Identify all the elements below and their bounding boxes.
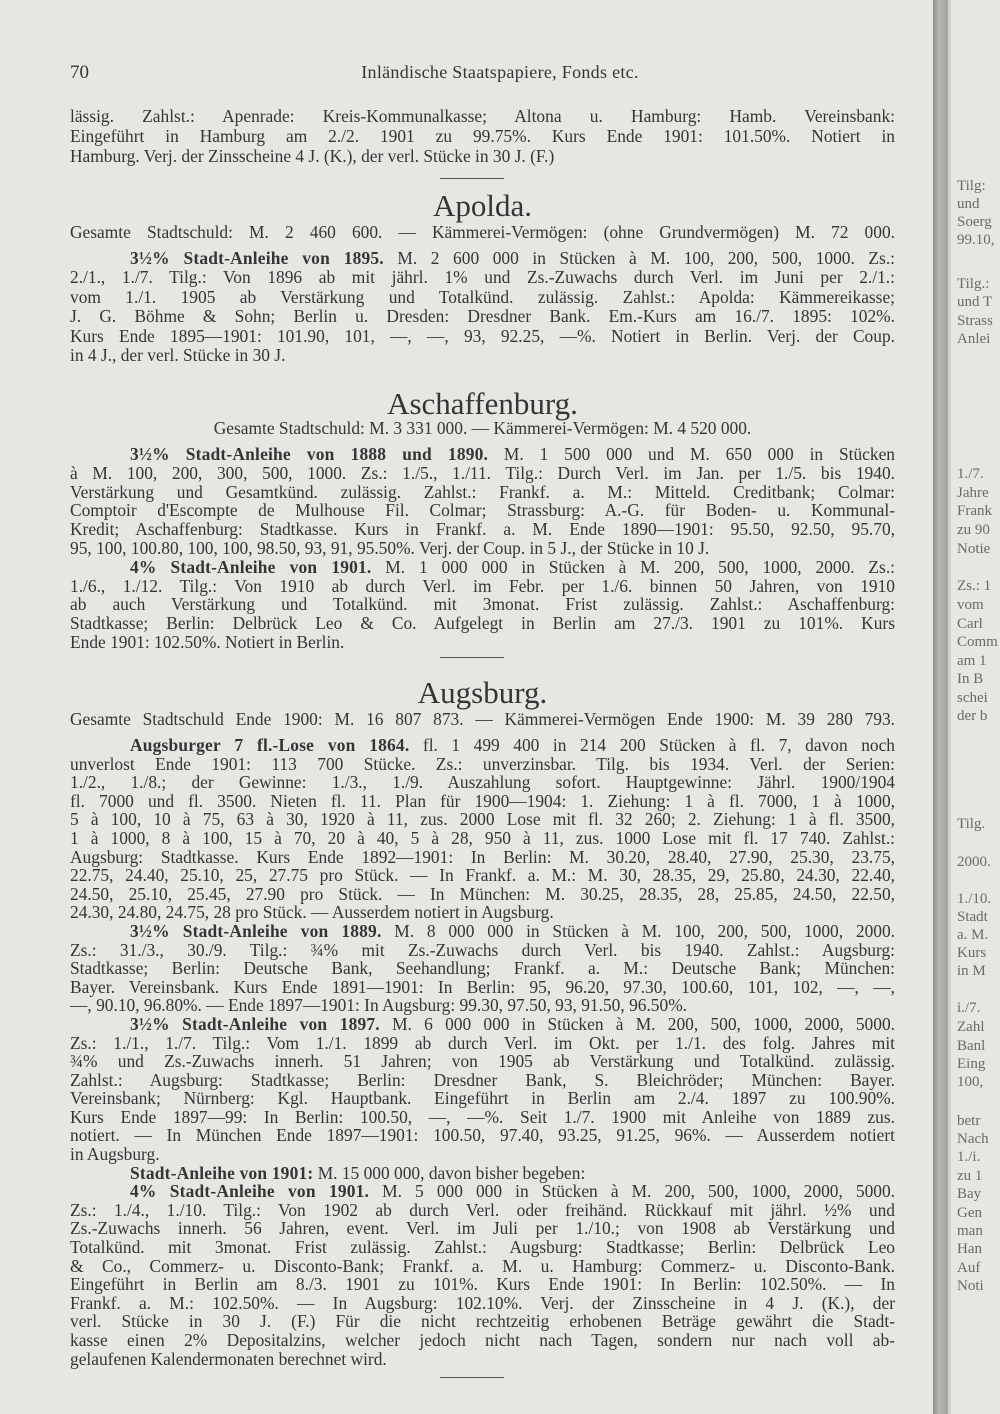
line-text: M. 1 500 000 und M. 650 000 in Stücken — [488, 444, 895, 464]
text-line — [70, 736, 895, 755]
line-text: Stadtkasse; Berlin: Deutsche Bank, Seehandlung; Frankf. a. M.: Deutsche Bank; München: — [70, 958, 895, 979]
bleed-text-fragment: 1./7. — [957, 466, 984, 482]
line-text: kasse einen 2% Depositalzins, welcher jedoch nicht nach Tagen, sondern nur nach voll ab- — [70, 1330, 895, 1350]
line-text: Comptoir d'Escompte de Mulhouse Fil. Colmar; Strassburg: A.-G. für Boden- u. Kommunal- — [70, 500, 895, 521]
bleed-text-fragment: vom — [957, 597, 984, 613]
bleed-text-fragment: man — [957, 1223, 983, 1239]
city-heading: Augsburg. — [417, 675, 548, 710]
line-text: lässig. Zahlst.: Apenrade: Kreis-Kommunalkasse; Altona u. Hamburg: Hamb. Vereinsbank: — [70, 106, 895, 126]
debt-summary: Gesamte Stadtschuld Ende 1900: M. 16 807 873. — Kämmerei-Vermögen Ende 1900: M. 39 280 793. — [70, 709, 895, 729]
line-text: fl. 1 499 400 in 214 200 Stücken à fl. 7, davon noch — [409, 735, 895, 755]
bleed-text-fragment: Tilg.: — [957, 276, 990, 292]
bond-title: Augsburger 7 fl.-Lose von 1864. — [130, 735, 410, 755]
line-text: Bayer. Vereinsbank. Kurs Ende 1891—1901: In Berlin: 95, 96.20, 97.30, 100.60, 101, 102, —, —, — [70, 976, 895, 997]
bond-title: 3½% Stadt-Anleihe von 1895. — [130, 248, 384, 268]
text-line — [70, 1312, 895, 1331]
page-number: 70 — [70, 62, 89, 83]
line-text: vom 1./1. 1905 ab Verstärkung und Totalkünd. zulässig. Zahlst.: Apolda: Kämmereikasse; — [70, 286, 895, 307]
bleed-text-fragment: Noti — [957, 1278, 984, 1294]
debt-summary: Gesamte Stadtschuld: M. 3 331 000. — Kämmerei-Vermögen: M. 4 520 000. — [213, 418, 752, 438]
line-text: ab auch Verstärkung und Totalkünd. mit 3monat. Frist zulässig. Zahlst.: Aschaffenburg: — [70, 594, 895, 615]
continuation-paragraph — [70, 106, 895, 166]
section-body — [70, 736, 895, 1368]
line-text: Kurs Ende 1895—1901: 101.90, 101, —, —, 93, 92.25, —%. Notiert in Berlin. Verj. der Coup. — [70, 325, 895, 346]
line-text: Vereinsbank; Nürnberg: Kgl. Hauptbank. Eingeführt in Berlin am 2./4. 1897 zu 100.90%. — [70, 1088, 895, 1109]
bleed-text-fragment: der b — [957, 708, 988, 724]
bond-title: 4% Stadt-Anleihe von 1901. — [130, 556, 372, 577]
bleed-text-fragment: Strass — [957, 313, 993, 329]
bleed-text-fragment: Kurs — [957, 945, 987, 961]
loan-paragraph — [70, 922, 895, 1015]
line-text: à M. 100, 200, 300, 500, 1000. Zs.: 1./5., 1./11. Tilg.: Durch Verl. im Jan. per 1./5. bis 1940. — [70, 462, 895, 483]
line-text: Zs.: 1./1., 1./7. Tilg.: Vom 1./1. 1899 ab durch Verl. im Okt. per 1./1. des folg. Jahres mit — [70, 1032, 895, 1053]
bleed-text-fragment: Bay — [957, 1186, 982, 1202]
text-line — [70, 633, 895, 652]
loan-paragraph — [70, 1015, 895, 1164]
line-text: gelaufenen Kalendermonaten berechnet wird. — [70, 1348, 387, 1369]
bleed-text-fragment: Banl — [957, 1038, 986, 1054]
loan-paragraph — [70, 736, 895, 922]
line-text: Zahlst.: Augsburg: Stadtkasse; Berlin: Dresdner Bank, S. Bleichröder; München: Bayer. — [70, 1069, 895, 1090]
line-text: in Augsburg. — [70, 1144, 160, 1165]
bleed-text-fragment: In B — [957, 671, 984, 687]
section-divider — [440, 178, 504, 179]
bleed-text-fragment: in M — [957, 963, 986, 979]
line-text: M. 2 600 000 in Stücken à M. 100, 200, 500, 1000. Zs.: — [383, 248, 895, 268]
text-line — [70, 959, 895, 978]
text-line — [70, 445, 895, 464]
line-text: J. G. Böhme & Sohn; Berlin u. Dresden: Dresdner Bank. Em.-Kurs am 16./7. 1895: 102%. — [70, 306, 895, 327]
text-line — [70, 614, 895, 633]
loan-paragraph — [70, 249, 895, 365]
bleed-text-fragment: Han — [957, 1241, 982, 1257]
text-line — [70, 268, 895, 287]
line-text: Verstärkung und Gesamtkünd. zulässig. Zahlst.: Frankf. a. M.: Mitteld. Creditbank; Colmar: — [70, 481, 895, 502]
line-text: Ende 1901: 102.50%. Notiert in Berlin. — [70, 631, 345, 652]
line-text: in 4 J., der verl. Stücke in 30 J. — [70, 345, 286, 366]
line-text: 24.30, 24.80, 24.75, 28 pro Stück. — Ausserdem notiert in Augsburg. — [70, 902, 554, 923]
line-text: 1./6., 1./12. Tilg.: Von 1910 ab durch Verl. im Febr. per 1./6. binnen 50 Jahren, von 1910 — [70, 575, 895, 596]
text-line — [70, 558, 895, 577]
bleed-text-fragment: Anlei — [957, 331, 991, 347]
text-line — [70, 520, 895, 539]
text-line — [70, 539, 895, 558]
line-text: Frankf. a. M.: 102.50%. — In Augsburg: 102.10%. Verj. der Zinsscheine in 4 J. (K.), der — [70, 1292, 895, 1313]
bleed-text-fragment: am 1 — [957, 653, 987, 669]
bleed-text-fragment: Tilg. — [957, 816, 986, 832]
running-title: Inländische Staatspapiere, Fonds etc. — [361, 62, 639, 82]
section-body — [70, 445, 895, 652]
loan-paragraph — [70, 558, 895, 652]
bond-title: 4% Stadt-Anleihe von 1901. — [130, 1181, 370, 1202]
bleed-text-fragment: 99.10, — [957, 232, 995, 248]
bleed-text-fragment: a. M. — [957, 927, 989, 943]
text-line — [70, 1164, 895, 1183]
line-text: M. 8 000 000 in Stücken à M. 100, 200, 500, 1000, 2000. — [381, 920, 896, 941]
text-line — [70, 1089, 895, 1108]
bleed-text-fragment: zu 90 — [957, 522, 990, 538]
loan-paragraph — [70, 445, 895, 558]
bleed-text-fragment: i./7. — [957, 1000, 981, 1016]
text-line — [70, 1015, 895, 1034]
text-line — [70, 978, 895, 997]
bleed-text-fragment: Frank — [957, 503, 992, 519]
text-line — [70, 1108, 895, 1127]
line-text: 22.75, 24.40, 25.10, 25, 27.75 pro Stück. — In Frankf. a. M.: M. 30, 28.35, 29, 25.80, 24.30, 22.40, — [70, 865, 895, 886]
text-line — [70, 1034, 895, 1053]
debt-summary: Gesamte Stadtschuld: M. 2 460 600. — Kämmerei-Vermögen: (ohne Grundvermögen) M. 72 000. — [70, 222, 895, 242]
text-line — [70, 1145, 895, 1164]
text-line — [70, 126, 895, 146]
bleed-text-fragment: schei — [957, 690, 988, 706]
line-text: Eingeführt in Berlin am 8./3. 1901 zu 101%. Kurs Ende 1901: In Berlin: 102.50%. — In — [70, 1274, 895, 1295]
text-line — [70, 1331, 895, 1350]
text-line — [70, 829, 895, 848]
text-line — [70, 1294, 895, 1313]
line-text: verl. Stücke in 30 J. (F.) Für die nicht rechtzeitig erhobenen Beträge gewährt die Stadt- — [70, 1311, 895, 1332]
line-text: 95, 100, 100.80, 100, 100, 98.50, 93, 91, 95.50%. Verj. der Coup. in 5 J., der Stücke in 10 J. — [70, 537, 710, 558]
bleed-text-fragment: 2000. — [957, 854, 991, 870]
bleed-text-fragment: und — [957, 196, 980, 212]
text-line — [70, 327, 895, 346]
line-text: 2./1., 1./7. Tilg.: Von 1896 ab mit jährl. 1% und Zs.-Zuwachs durch Verl. im Juni per 2./1.: — [70, 267, 895, 288]
city-heading: Aschaffenburg. — [387, 386, 578, 421]
line-text: Zs.-Zuwachs innerh. 56 Jahren, event. Verl. im Juli per 1./10.; von 1908 ab Verstärkung und — [70, 1218, 895, 1239]
text-line — [70, 1257, 895, 1276]
text-line — [70, 1275, 895, 1294]
bond-title: Stadt-Anleihe von 1901: — [130, 1162, 314, 1183]
line-text: M. 15 000 000, davon bisher begeben: — [313, 1162, 586, 1183]
bleed-text-fragment: Tilg: — [957, 178, 986, 194]
bleed-text-fragment: Soerg — [957, 214, 992, 230]
text-line — [70, 106, 895, 126]
text-line — [70, 501, 895, 520]
text-line — [70, 885, 895, 904]
bleed-text-fragment: Comm — [957, 634, 998, 650]
line-text: 24.50, 25.10, 25.45, 27.90 pro Stück. — In München: M. 30.25, 28.35, 28, 25.85, 24.50, 22.50, — [70, 883, 895, 904]
line-text: fl. 7000 und fl. 3500. Nieten fl. 11. Plan für 1900—1904: 1. Ziehung: 1 à fl. 7000, 1 à 1000, — [70, 790, 895, 811]
bond-title: 3½% Stadt-Anleihe von 1897. — [130, 1013, 380, 1034]
text-line — [70, 773, 895, 792]
text-line — [70, 903, 895, 922]
line-text: Eingeführt in Hamburg am 2./2. 1901 zu 99.75%. Kurs Ende 1901: 101.50%. Notiert in — [70, 126, 895, 146]
text-line — [70, 922, 895, 941]
bleed-text-fragment: Auf — [957, 1260, 981, 1276]
line-text: Zs.: 1./4., 1./10. Tilg.: Von 1902 ab durch Verl. oder freihänd. Rückkauf mit jährl. ½% und — [70, 1199, 895, 1220]
line-text: Totalkünd. mit 3monat. Frist zulässig. Zahlst.: Augsburg: Stadtkasse; Berlin: Delbrück Leo — [70, 1237, 895, 1258]
line-text: Kredit; Aschaffenburg: Stadtkasse. Kurs in Frankf. a. M. Ende 1890—1901: 95.50, 92.50, 95.70, — [70, 519, 895, 540]
bleed-text-fragment: 1./i. — [957, 1149, 981, 1165]
text-line — [70, 288, 895, 307]
line-text: Augsburg: Stadtkasse. Kurs Ende 1892—1901: In Berlin: M. 30.20, 28.40, 27.90, 25.30, 23.75, — [70, 846, 895, 867]
text-line — [70, 755, 895, 774]
section-divider — [440, 657, 504, 658]
bleed-text-fragment: Nach — [957, 1131, 989, 1147]
bleed-text-fragment: betr — [957, 1113, 981, 1129]
line-text: Kurs Ende 1897—99: In Berlin: 100.50, —, —%. Seit 1./7. 1900 mit Anleihe von 1889 zus. — [70, 1106, 895, 1127]
bleed-text-fragment: zu 1 — [957, 1168, 983, 1184]
line-text: Zs.: 31./3., 30./9. Tilg.: ¾% mit Zs.-Zuwachs durch Verl. bis 1940. Zahlst.: Augsburg: — [70, 939, 895, 960]
section-body — [70, 249, 895, 365]
line-text: 5 à 100, 10 à 75, 63 à 30, 1920 à 11, zus. 2000 Lose mit fl. 32 260; 2. Ziehung: 1 à fl. 3500, — [70, 809, 895, 830]
bleed-text-fragment: Zahl — [957, 1019, 985, 1035]
text-line — [70, 941, 895, 960]
text-line — [70, 1238, 895, 1257]
text-line — [70, 792, 895, 811]
text-line — [70, 1126, 895, 1145]
text-line — [70, 1350, 895, 1369]
bond-title: 3½% Stadt-Anleihe von 1889. — [130, 920, 382, 941]
bleed-text-fragment: Gen — [957, 1205, 982, 1221]
line-text: —, 90.10, 96.80%. — Ende 1897—1901: In Augsburg: 99.30, 97.50, 93, 91.50, 96.50%. — [70, 995, 688, 1016]
bleed-text-fragment: Eing — [957, 1056, 986, 1072]
bleed-text-fragment: Carl — [957, 616, 983, 632]
text-line — [70, 307, 895, 326]
line-text: Hamburg. Verj. der Zinsscheine 4 J. (K.), der verl. Stücke in 30 J. (F.) — [70, 146, 555, 166]
line-text: unverlost Ende 1901: 113 700 Stücke. Zs.: unverzinsbar. Tilg. bis 1934. Verl. der Serien: — [70, 753, 895, 774]
line-text: M. 5 000 000 in Stücken à M. 200, 500, 1000, 2000, 5000. — [369, 1181, 896, 1202]
text-line — [70, 1182, 895, 1201]
line-text: M. 1 000 000 in Stücken à M. 200, 500, 1000, 2000. Zs.: — [371, 556, 895, 577]
text-line — [70, 810, 895, 829]
loan-paragraph — [70, 1164, 895, 1183]
line-text: 1 à 1000, 8 à 100, 15 à 70, 20 à 40, 5 à 28, 950 à 11, zus. 1000 Lose mit fl. 17 740. Zahlst.: — [70, 827, 895, 848]
text-line — [70, 866, 895, 885]
line-text: 1./2., 1./8.; der Gewinne: 1./3., 1./9. Auszahlung sofort. Hauptgewinne: Jährl. 1900/1904 — [70, 772, 895, 793]
text-line — [70, 483, 895, 502]
text-line — [70, 346, 895, 365]
city-heading: Apolda. — [432, 188, 532, 223]
line-text: M. 6 000 000 in Stücken à M. 200, 500, 1000, 2000, 5000. — [379, 1013, 895, 1034]
bleed-text-fragment: und T — [957, 294, 993, 310]
text-line — [70, 848, 895, 867]
text-line — [70, 577, 895, 596]
line-text: notiert. — In München Ende 1897—1901: 100.50, 97.40, 93.25, 91.25, 96%. — Ausserdem notiert — [70, 1125, 895, 1146]
bleed-text-fragment: Notie — [957, 541, 991, 557]
text-line — [70, 249, 895, 268]
text-line — [70, 464, 895, 483]
line-text: ¾% und Zs.-Zuwachs innerh. 51 Jahren; von 1905 ab Verstärkung und Totalkünd. zulässig. — [70, 1051, 895, 1072]
text-line — [70, 595, 895, 614]
text-line — [70, 1052, 895, 1071]
bond-title: 3½% Stadt-Anleihe von 1888 und 1890. — [130, 444, 489, 464]
text-line — [70, 1071, 895, 1090]
line-text: Stadtkasse; Berlin: Delbrück Leo & Co. Aufgelegt in Berlin am 27./3. 1901 zu 101%. Kurs — [70, 613, 895, 634]
bleed-text-fragment: Zs.: 1 — [957, 578, 992, 594]
section-divider — [440, 1377, 504, 1378]
text-line — [70, 996, 895, 1015]
text-line — [70, 1201, 895, 1220]
bleed-text-fragment: 1./10. — [957, 891, 992, 907]
loan-paragraph — [70, 1182, 895, 1368]
bleed-text-fragment: Jahre — [957, 485, 989, 501]
bleed-text-fragment: 100, — [957, 1074, 984, 1090]
text-line — [70, 146, 895, 166]
line-text: & Co., Commerz- u. Disconto-Bank; Frankf. a. M. u. Hamburg: Commerz- u. Disconto-Bank. — [70, 1255, 895, 1276]
bleed-text-fragment: Stadt — [957, 909, 988, 925]
text-line — [70, 1219, 895, 1238]
